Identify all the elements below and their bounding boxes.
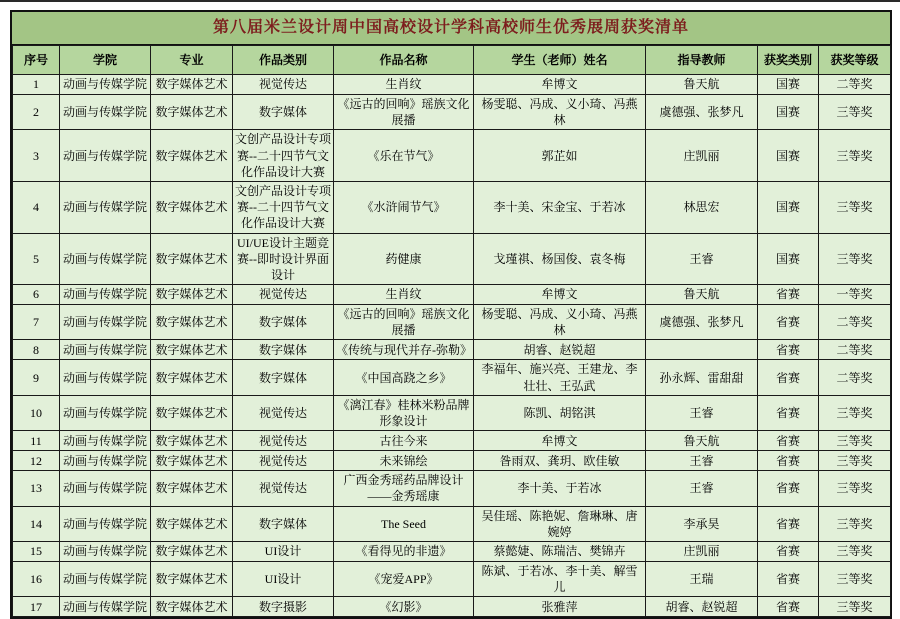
cell-college[interactable]: 动画与传媒学院 [60, 541, 151, 561]
cell-major[interactable]: 数字媒体艺术 [151, 395, 233, 430]
cell-work[interactable]: 《水浒闹节气》 [334, 181, 474, 233]
cell-college[interactable]: 动画与传媒学院 [60, 395, 151, 430]
cell-award-level[interactable]: 一等奖 [819, 285, 891, 305]
cell-no[interactable]: 3 [13, 130, 60, 182]
cell-teachers[interactable]: 王睿 [646, 395, 758, 430]
award-table [12, 45, 891, 617]
cell-award-type[interactable]: 国赛 [758, 233, 819, 285]
header-students[interactable]: 学生（老师）姓名 [474, 46, 646, 75]
cell-teachers[interactable]: 庄凯丽 [646, 130, 758, 182]
table-row [13, 471, 891, 506]
table-row [13, 130, 891, 182]
cell-category[interactable]: 数字媒体 [233, 506, 334, 541]
cell-work[interactable]: 广西金秀瑶药品牌设计——金秀瑶康 [334, 471, 474, 506]
cell-college[interactable]: 动画与传媒学院 [60, 506, 151, 541]
cell-work[interactable]: 《远古的回响》瑶族文化展播 [334, 305, 474, 340]
cell-award-type[interactable]: 省赛 [758, 506, 819, 541]
cell-award-type[interactable]: 国赛 [758, 130, 819, 182]
table-row [13, 233, 891, 285]
cell-category[interactable]: UI设计 [233, 561, 334, 596]
cell-award-level[interactable]: 三等奖 [819, 181, 891, 233]
cell-major[interactable]: 数字媒体艺术 [151, 471, 233, 506]
cell-major[interactable]: 数字媒体艺术 [151, 360, 233, 395]
table-row [13, 431, 891, 451]
cell-college[interactable]: 动画与传媒学院 [60, 305, 151, 340]
cell-no[interactable]: 4 [13, 181, 60, 233]
cell-award-type[interactable]: 省赛 [758, 597, 819, 617]
cell-no[interactable]: 5 [13, 233, 60, 285]
header-major[interactable]: 专业 [151, 46, 233, 75]
cell-category[interactable]: 数字摄影 [233, 597, 334, 617]
cell-category[interactable]: 数字媒体 [233, 340, 334, 360]
cell-category[interactable]: 文创产品设计专项赛--二十四节气文化作品设计大赛 [233, 130, 334, 182]
cell-award-level[interactable]: 三等奖 [819, 233, 891, 285]
cell-college[interactable]: 动画与传媒学院 [60, 431, 151, 451]
cell-college[interactable]: 动画与传媒学院 [60, 75, 151, 95]
table-row [13, 597, 891, 617]
table-row [13, 360, 891, 395]
cell-major[interactable]: 数字媒体艺术 [151, 285, 233, 305]
cell-category[interactable]: 数字媒体 [233, 305, 334, 340]
award-list-table [10, 10, 892, 619]
header-no[interactable]: 序号 [13, 46, 60, 75]
cell-major[interactable]: 数字媒体艺术 [151, 130, 233, 182]
cell-award-type[interactable]: 省赛 [758, 451, 819, 471]
cell-college[interactable]: 动画与传媒学院 [60, 340, 151, 360]
cell-no[interactable]: 7 [13, 305, 60, 340]
cell-category[interactable]: 视觉传达 [233, 75, 334, 95]
header-category[interactable]: 作品类别 [233, 46, 334, 75]
cell-major[interactable]: 数字媒体艺术 [151, 451, 233, 471]
cell-major[interactable]: 数字媒体艺术 [151, 305, 233, 340]
cell-category[interactable]: 视觉传达 [233, 471, 334, 506]
cell-category[interactable]: UI设计 [233, 541, 334, 561]
cell-work[interactable]: 《幻影》 [334, 597, 474, 617]
cell-major[interactable]: 数字媒体艺术 [151, 541, 233, 561]
cell-work[interactable]: 古往今来 [334, 431, 474, 451]
cell-teachers[interactable]: 王瑞 [646, 561, 758, 596]
cell-no[interactable]: 13 [13, 471, 60, 506]
cell-college[interactable]: 动画与传媒学院 [60, 130, 151, 182]
cell-no[interactable]: 2 [13, 95, 60, 130]
cell-category[interactable]: 视觉传达 [233, 395, 334, 430]
cell-major[interactable]: 数字媒体艺术 [151, 431, 233, 451]
cell-no[interactable]: 9 [13, 360, 60, 395]
cell-major[interactable]: 数字媒体艺术 [151, 233, 233, 285]
cell-award-level[interactable]: 三等奖 [819, 451, 891, 471]
cell-no[interactable]: 15 [13, 541, 60, 561]
cell-teachers[interactable]: 王睿 [646, 451, 758, 471]
cell-category[interactable]: 视觉传达 [233, 451, 334, 471]
table-row [13, 395, 891, 430]
cell-award-level[interactable]: 三等奖 [819, 506, 891, 541]
cell-college[interactable]: 动画与传媒学院 [60, 233, 151, 285]
cell-work[interactable]: 《传统与现代并存-弥勒》 [334, 340, 474, 360]
cell-award-type[interactable]: 省赛 [758, 561, 819, 596]
cell-work[interactable]: The Seed [334, 506, 474, 541]
cell-category[interactable]: 数字媒体 [233, 360, 334, 395]
cell-students[interactable]: 张雅萍 [474, 597, 646, 617]
header-teachers[interactable]: 指导教师 [646, 46, 758, 75]
cell-award-level[interactable]: 二等奖 [819, 75, 891, 95]
cell-teachers[interactable] [646, 340, 758, 360]
cell-award-type[interactable]: 省赛 [758, 360, 819, 395]
table-row [13, 561, 891, 596]
cell-major[interactable]: 数字媒体艺术 [151, 506, 233, 541]
cell-students[interactable]: 胡睿、赵锐超 [474, 340, 646, 360]
cell-no[interactable]: 8 [13, 340, 60, 360]
cell-work[interactable]: 《远古的回响》瑶族文化展播 [334, 95, 474, 130]
table-row [13, 285, 891, 305]
cell-teachers[interactable]: 虞德强、张梦凡 [646, 95, 758, 130]
cell-work[interactable]: 《看得见的非遗》 [334, 541, 474, 561]
cell-teachers[interactable]: 林思宏 [646, 181, 758, 233]
cell-award-level[interactable]: 二等奖 [819, 360, 891, 395]
cell-major[interactable]: 数字媒体艺术 [151, 95, 233, 130]
cell-major[interactable]: 数字媒体艺术 [151, 597, 233, 617]
cell-major[interactable]: 数字媒体艺术 [151, 75, 233, 95]
cell-award-type[interactable]: 省赛 [758, 431, 819, 451]
cell-award-level[interactable]: 二等奖 [819, 305, 891, 340]
cell-students[interactable]: 陈凯、胡铭淇 [474, 395, 646, 430]
table-row [13, 541, 891, 561]
cell-students[interactable]: 牟博文 [474, 431, 646, 451]
header-award-level[interactable]: 获奖等级 [819, 46, 891, 75]
table-row [13, 95, 891, 130]
cell-category[interactable]: 视觉传达 [233, 285, 334, 305]
cell-category[interactable]: 数字媒体 [233, 95, 334, 130]
cell-award-type[interactable]: 国赛 [758, 181, 819, 233]
cell-students[interactable]: 郭芷如 [474, 130, 646, 182]
cell-award-type[interactable]: 省赛 [758, 471, 819, 506]
cell-students[interactable]: 吴佳瑶、陈艳妮、詹琳琳、唐婉婷 [474, 506, 646, 541]
cell-college[interactable]: 动画与传媒学院 [60, 597, 151, 617]
cell-teachers[interactable]: 鲁天航 [646, 75, 758, 95]
table-row [13, 305, 891, 340]
cell-work[interactable]: 《乐在节气》 [334, 130, 474, 182]
cell-category[interactable]: UI/UE设计主题竞赛--即时设计界面设计 [233, 233, 334, 285]
cell-students[interactable]: 陈斌、于若冰、李十美、解雪儿 [474, 561, 646, 596]
cell-major[interactable]: 数字媒体艺术 [151, 181, 233, 233]
cell-work[interactable]: 《宠爱APP》 [334, 561, 474, 596]
cell-award-type[interactable]: 省赛 [758, 395, 819, 430]
table-row [13, 340, 891, 360]
cell-no[interactable]: 6 [13, 285, 60, 305]
cell-teachers[interactable]: 鲁天航 [646, 285, 758, 305]
table-row [13, 75, 891, 95]
cell-students[interactable]: 杨雯聪、冯成、义小琦、冯燕林 [474, 95, 646, 130]
cell-work[interactable]: 《漓江春》桂林米粉品牌形象设计 [334, 395, 474, 430]
cell-college[interactable]: 动画与传媒学院 [60, 285, 151, 305]
cell-award-level[interactable]: 三等奖 [819, 431, 891, 451]
cell-teachers[interactable]: 庄凯丽 [646, 541, 758, 561]
cell-students[interactable]: 杨雯聪、冯成、义小琦、冯燕林 [474, 305, 646, 340]
cell-award-type[interactable]: 省赛 [758, 305, 819, 340]
cell-award-type[interactable]: 国赛 [758, 95, 819, 130]
cell-category[interactable]: 视觉传达 [233, 431, 334, 451]
cell-award-level[interactable]: 二等奖 [819, 340, 891, 360]
cell-work[interactable]: 生肖纹 [334, 75, 474, 95]
cell-students[interactable]: 蔡懿婕、陈瑞洁、樊锦卉 [474, 541, 646, 561]
cell-award-type[interactable]: 省赛 [758, 285, 819, 305]
cell-teachers[interactable]: 孙永辉、雷甜甜 [646, 360, 758, 395]
cell-award-type[interactable]: 省赛 [758, 340, 819, 360]
cell-no[interactable]: 1 [13, 75, 60, 95]
cell-students[interactable]: 牟博文 [474, 285, 646, 305]
cell-students[interactable]: 牟博文 [474, 75, 646, 95]
cell-students[interactable]: 戈瑾祺、杨国俊、袁冬梅 [474, 233, 646, 285]
cell-college[interactable]: 动画与传媒学院 [60, 561, 151, 596]
cell-major[interactable]: 数字媒体艺术 [151, 340, 233, 360]
cell-no[interactable]: 17 [13, 597, 60, 617]
cell-award-level[interactable]: 三等奖 [819, 130, 891, 182]
cell-students[interactable]: 昝雨双、龚玥、欧佳敏 [474, 451, 646, 471]
table-row [13, 506, 891, 541]
cell-students[interactable]: 李十美、于若冰 [474, 471, 646, 506]
cell-award-type[interactable]: 国赛 [758, 75, 819, 95]
screen-edge-line [0, 0, 900, 2]
table-row [13, 181, 891, 233]
cell-work[interactable]: 生肖纹 [334, 285, 474, 305]
cell-teachers[interactable]: 李承昊 [646, 506, 758, 541]
cell-teachers[interactable]: 王睿 [646, 471, 758, 506]
cell-award-level[interactable]: 三等奖 [819, 597, 891, 617]
cell-college[interactable]: 动画与传媒学院 [60, 471, 151, 506]
cell-no[interactable]: 10 [13, 395, 60, 430]
page-title: 第八届米兰设计周中国高校设计学科高校师生优秀展周获奖清单 [12, 12, 890, 45]
cell-students[interactable]: 李十美、宋金宝、于若冰 [474, 181, 646, 233]
cell-college[interactable]: 动画与传媒学院 [60, 451, 151, 471]
cell-category[interactable]: 文创产品设计专项赛--二十四节气文化作品设计大赛 [233, 181, 334, 233]
cell-college[interactable]: 动画与传媒学院 [60, 360, 151, 395]
cell-work[interactable]: 《中国高跷之乡》 [334, 360, 474, 395]
cell-college[interactable]: 动画与传媒学院 [60, 181, 151, 233]
cell-award-level[interactable]: 三等奖 [819, 395, 891, 430]
header-work[interactable]: 作品名称 [334, 46, 474, 75]
cell-no[interactable]: 11 [13, 431, 60, 451]
cell-award-level[interactable]: 三等奖 [819, 561, 891, 596]
cell-award-level[interactable]: 三等奖 [819, 541, 891, 561]
cell-no[interactable]: 14 [13, 506, 60, 541]
cell-college[interactable]: 动画与传媒学院 [60, 95, 151, 130]
cell-award-level[interactable]: 三等奖 [819, 471, 891, 506]
table-body [13, 75, 891, 617]
cell-major[interactable]: 数字媒体艺术 [151, 561, 233, 596]
cell-teachers[interactable]: 鲁天航 [646, 431, 758, 451]
header-award-type[interactable]: 获奖类别 [758, 46, 819, 75]
cell-no[interactable]: 16 [13, 561, 60, 596]
cell-teachers[interactable]: 虞德强、张梦凡 [646, 305, 758, 340]
header-college[interactable]: 学院 [60, 46, 151, 75]
cell-work[interactable]: 未来锦绘 [334, 451, 474, 471]
cell-students[interactable]: 李福年、施兴亮、王建龙、李壮壮、王弘武 [474, 360, 646, 395]
cell-teachers[interactable]: 王睿 [646, 233, 758, 285]
table-header-row [13, 46, 891, 75]
cell-work[interactable]: 药健康 [334, 233, 474, 285]
cell-award-level[interactable]: 三等奖 [819, 95, 891, 130]
cell-award-type[interactable]: 省赛 [758, 541, 819, 561]
cell-teachers[interactable]: 胡睿、赵锐超 [646, 597, 758, 617]
cell-no[interactable]: 12 [13, 451, 60, 471]
table-row [13, 451, 891, 471]
